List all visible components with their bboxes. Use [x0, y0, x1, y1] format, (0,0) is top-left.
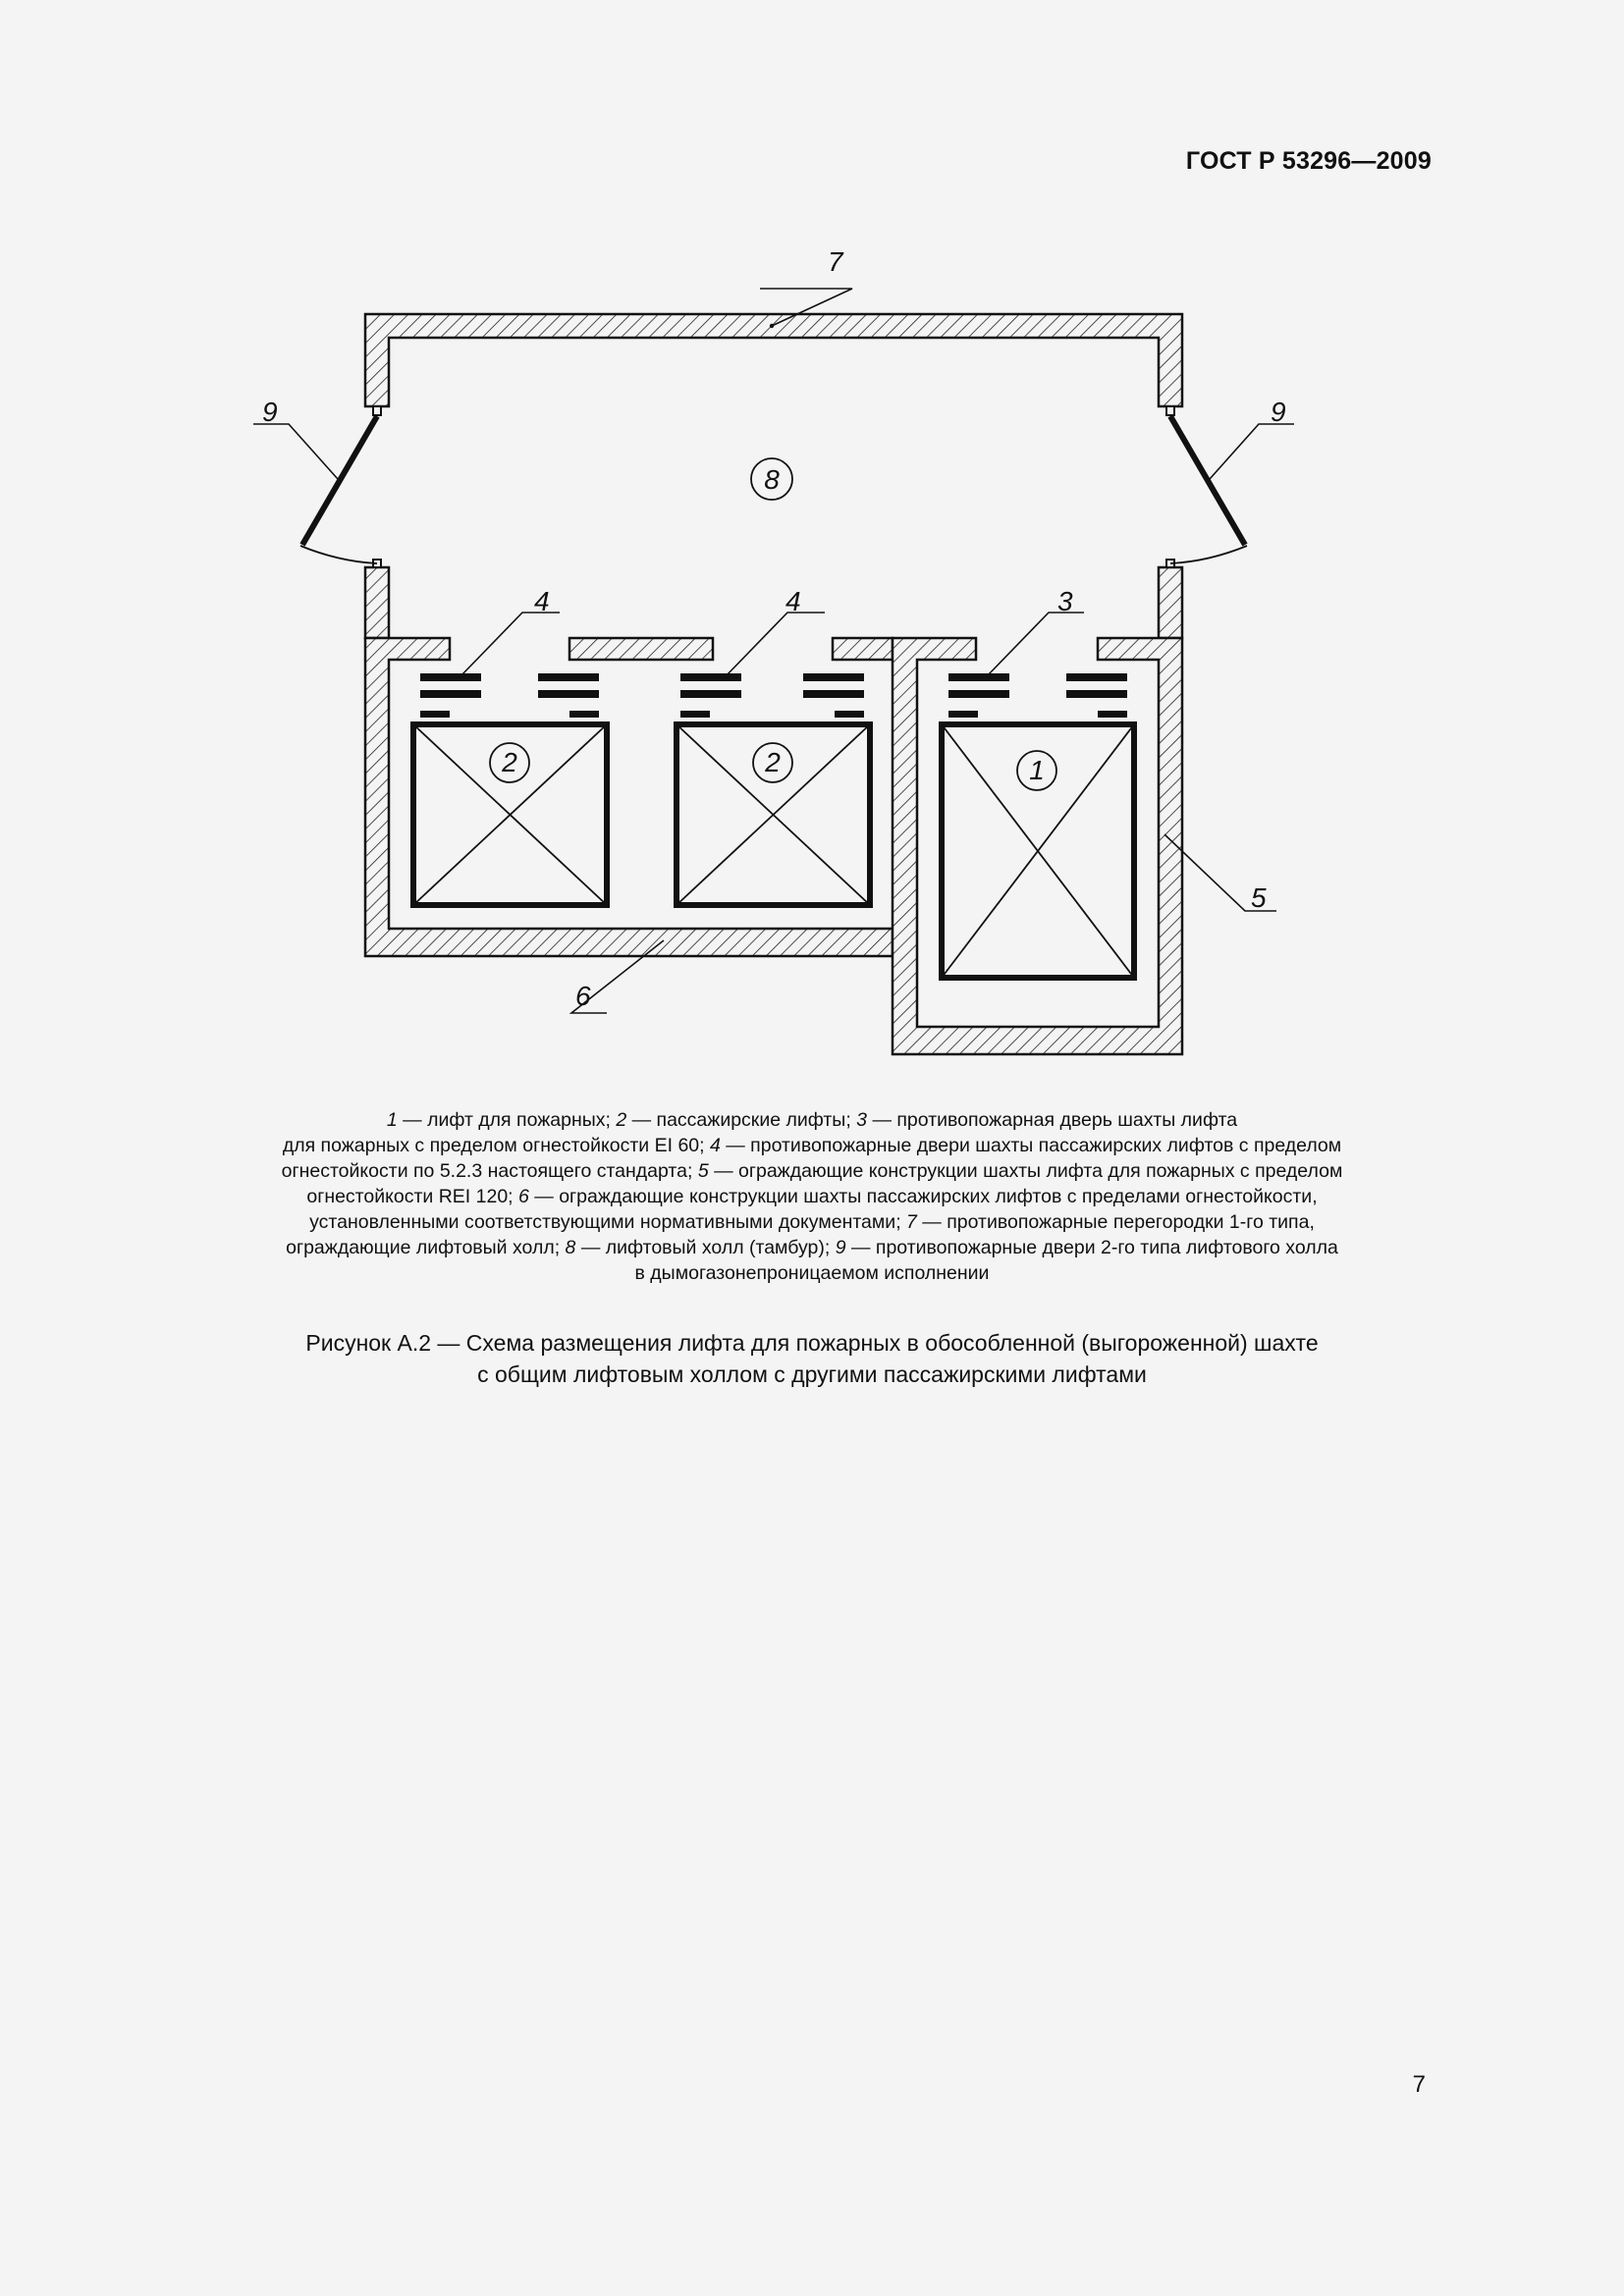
page-number: 7 — [1412, 2071, 1426, 2098]
caption-line-1: Рисунок А.2 — Схема размещения лифта для пожарных в обособленной (выгороженной) шахте — [305, 1330, 1319, 1356]
shaft-door-pass-1 — [420, 673, 599, 718]
figure-legend — [147, 1107, 1477, 1286]
passenger-shaft-wall — [365, 638, 893, 956]
shaft-front-wall-divider — [833, 638, 893, 660]
hall-wall-right-lower — [1159, 567, 1182, 638]
callout-8: 8 — [764, 464, 780, 495]
legend-line-7: в дымогазонепроницаемом исполнении — [634, 1262, 990, 1284]
legend-line-6: ограждающие лифтовый холл; 8 — лифтовый холл (тамбур); 9 — противопожарные двери 2-го типа лифтового холла — [286, 1237, 1338, 1258]
callout-2-second: 2 — [765, 747, 781, 777]
legend-line-2: для пожарных с пределом огнестойкости EI 60; 4 — противопожарные двери шахты пассажирских лифтов с пределом — [282, 1135, 1342, 1156]
elevator-layout-diagram — [0, 0, 1624, 1090]
hall-wall-top — [365, 314, 1182, 406]
callout-3: 3 — [1057, 586, 1073, 616]
legend-line-5: установленными соответствующими нормативными документами; 7 — противопожарные перегородки 1-го типа, — [309, 1211, 1315, 1233]
callout-7: 7 — [828, 246, 843, 277]
fire-shaft-wall — [893, 638, 1182, 1054]
legend-line-1: 1 — лифт для пожарных; 2 — пассажирские лифты; 3 — противопожарная дверь шахты лифта — [386, 1109, 1238, 1131]
hall-wall-left-lower — [365, 567, 389, 638]
hall-door-left — [300, 416, 382, 563]
shaft-door-fire — [948, 673, 1127, 718]
callout-6: 6 — [575, 981, 591, 1011]
shaft-front-wall-middle — [569, 638, 713, 660]
hall-door-right — [1165, 416, 1247, 563]
legend-line-4: огнестойкости REI 120; 6 — ограждающие конструкции шахты пассажирских лифтов с пределами огнестойкости, — [306, 1186, 1318, 1207]
callout-4-second: 4 — [785, 586, 801, 616]
callout-4-first: 4 — [534, 586, 550, 616]
callout-9-left: 9 — [262, 397, 278, 427]
legend-line-3: огнестойкости по 5.2.3 настоящего стандарта; 5 — ограждающие конструкции шахты лифта для пожарных с пределом — [281, 1160, 1343, 1182]
figure-caption — [147, 1327, 1477, 1390]
callout-1: 1 — [1029, 755, 1045, 785]
document-id: ГОСТ Р 53296—2009 — [1185, 147, 1432, 175]
callout-2-first: 2 — [502, 747, 517, 777]
caption-line-2: с общим лифтовым холлом с другими пассажирскими лифтами — [477, 1362, 1147, 1387]
callout-9-right: 9 — [1271, 397, 1286, 427]
callout-5: 5 — [1251, 882, 1267, 913]
shaft-door-pass-2 — [680, 673, 864, 718]
